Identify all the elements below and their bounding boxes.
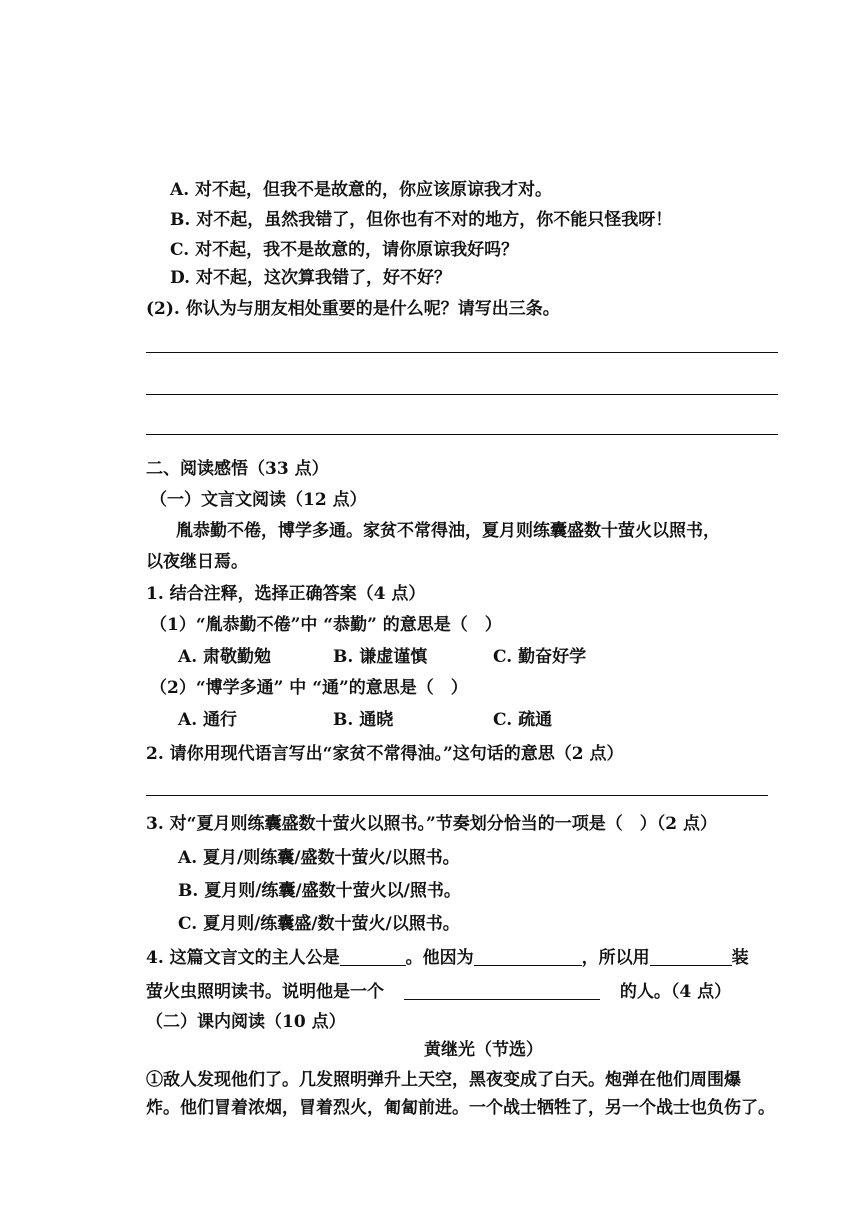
q4-text-a: 4. 这篇文言文的主人公是 (146, 948, 340, 968)
q4-text-f: 的人。（4 点） (619, 982, 732, 1002)
q2-stem: 2. 请你用现代语言写出“家贫不常得油。”这句话的意思（2 点） (146, 744, 624, 764)
sub-question-2: (2). 你认为与朋友相处重要的是什么呢？请写出三条。 (146, 299, 560, 319)
q4-text-d: 装 (731, 948, 749, 968)
q3-opt-b: B. 夏月则/练囊/盛数十萤火以/照书。 (178, 881, 461, 901)
q4-line-2 (146, 980, 731, 1004)
answer-line-3[interactable] (146, 434, 778, 435)
q4-line-1 (146, 946, 749, 970)
part1-title: （一）文言文阅读（12 点） (150, 490, 367, 510)
q1-sub1: （1）“胤恭勤不倦”中 “恭勤” 的意思是（ ） (150, 615, 502, 635)
option-a: A. 对不起，但我不是故意的，你应该原谅我才对。 (170, 180, 553, 200)
q1-stem: 1. 结合注释，选择正确答案（4 点） (146, 584, 426, 604)
q1-sub1-opt-a: A. 肃敬勤勉 (178, 647, 272, 667)
q1-sub2: （2）“博学多通” 中 “通”的意思是（ ） (150, 678, 468, 698)
q1-sub2-opt-c: C. 疏通 (493, 710, 553, 730)
section-title: 二、阅读感悟（33 点） (146, 459, 329, 479)
option-c: C. 对不起，我不是故意的，请你原谅我好吗？ (170, 240, 519, 260)
q2-answer-line[interactable] (146, 795, 768, 796)
passage-line-1: 胤恭勤不倦，博学多通。家贫不常得油，夏月则练囊盛数十萤火以照书， (176, 521, 720, 541)
q1-sub1-opt-b: B. 谦虚谨慎 (333, 647, 428, 667)
q1-sub2-opt-b: B. 通晓 (333, 710, 394, 730)
q4-blank-4[interactable] (404, 981, 600, 1000)
article-para-line-2: 炸。他们冒着浓烟，冒着烈火，匍匐前进。一个战士牺牲了，另一个战士也负伤了。 (146, 1098, 775, 1118)
answer-line-2[interactable] (146, 394, 778, 395)
q4-blank-3[interactable] (650, 947, 732, 966)
q4-text-e: 萤火虫照明读书。说明他是一个 (146, 982, 384, 1002)
answer-line-1[interactable] (146, 352, 778, 353)
q3-stem: 3. 对“夏月则练囊盛数十萤火以照书。”节奏划分恰当的一项是（ ）（2 点） (146, 814, 717, 834)
q4-text-b: 。他因为 (405, 948, 474, 968)
passage-line-2: 以夜继日焉。 (146, 552, 248, 572)
q1-sub1-opt-c: C. 勤奋好学 (493, 647, 587, 667)
q4-blank-1[interactable] (340, 947, 406, 966)
part2-title: （二）课内阅读（10 点） (146, 1012, 346, 1032)
q3-opt-a: A. 夏月/则练囊/盛数十萤火/以照书。 (178, 848, 460, 868)
q4-blank-2[interactable] (474, 947, 582, 966)
option-b: B. 对不起，虽然我错了，但你也有不对的地方，你不能只怪我呀！ (170, 210, 673, 230)
article-para-line-1: ①敌人发现他们了。几发照明弹升上天空，黑夜变成了白天。炮弹在他们周围爆 (146, 1070, 741, 1090)
article-title: 黄继光（节选） (424, 1040, 543, 1060)
q1-sub2-opt-a: A. 通行 (178, 710, 238, 730)
option-d: D. 对不起，这次算我错了，好不好？ (170, 268, 451, 288)
q3-opt-c: C. 夏月则/练囊盛/数十萤火/以照书。 (178, 914, 460, 934)
q4-text-c: ，所以用 (581, 948, 650, 968)
